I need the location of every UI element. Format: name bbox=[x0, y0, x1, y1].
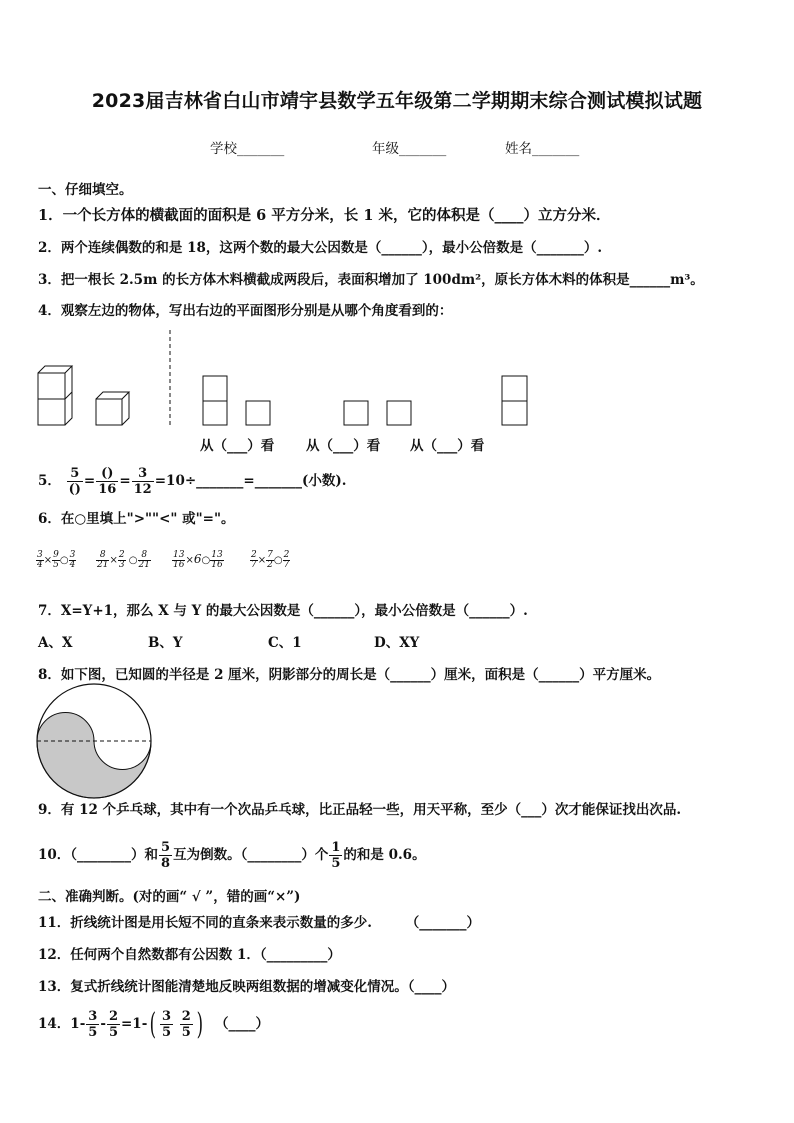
fraction-denominator: () bbox=[68, 482, 81, 497]
fraction-denominator: 8 bbox=[161, 856, 171, 871]
fraction-denominator: 5 bbox=[331, 856, 341, 871]
question-14 bbox=[38, 1004, 269, 1044]
fraction-denominator: 5 bbox=[108, 1025, 118, 1040]
fraction-denominator: 4 bbox=[37, 560, 43, 570]
question-13: 13．复式折线统计图能清楚地反映两组数据的增减变化情况。（____） bbox=[38, 979, 456, 995]
section-heading-2: 二、准确判断。(对的画“ √ ”，错的画“×”) bbox=[38, 889, 301, 905]
question-4: 4．观察左边的物体，写出右边的平面图形分别是从哪个角度看到的： bbox=[38, 303, 453, 319]
fraction-denominator: 3 bbox=[118, 560, 125, 570]
times-sign: × bbox=[257, 555, 267, 566]
name-field[interactable]: 姓名_______ bbox=[505, 141, 580, 157]
q10-before: 10．（________）和 bbox=[38, 847, 159, 863]
fraction-numerator: 8 bbox=[96, 551, 109, 561]
times-sign: × bbox=[43, 555, 53, 566]
fraction-numerator: 2 bbox=[181, 1009, 191, 1024]
compare-circle[interactable]: ○ bbox=[59, 555, 69, 566]
q7-option-d[interactable]: D、XY bbox=[374, 635, 420, 651]
fraction-denominator: 12 bbox=[133, 482, 152, 497]
fraction-numerator: 9 bbox=[53, 550, 59, 560]
fraction-denominator: 21 bbox=[97, 560, 109, 570]
left-paren-icon: ( bbox=[149, 1006, 157, 1042]
q14-fraction-2 bbox=[107, 1009, 120, 1040]
question-3: 3．把一根长 2.5m 的长方体木料横截成两段后，表面积增加了 100dm²，原长方体木料的体积是______m³。 bbox=[38, 272, 704, 288]
view-label-1: 从（___）看 bbox=[200, 438, 275, 454]
fraction-numerator: 7 bbox=[267, 550, 273, 560]
whole-number: 6 bbox=[193, 552, 202, 566]
page-title: 2023届吉林省白山市靖宇县数学五年级第二学期期末综合测试模拟试题 bbox=[91, 90, 703, 112]
fraction-numerator: 1 bbox=[331, 840, 341, 855]
section-heading-1: 一、仔细填空。 bbox=[38, 182, 133, 198]
fraction-numerator: 2 bbox=[251, 550, 257, 560]
fraction-numerator: 8 bbox=[138, 551, 151, 561]
q5-tail: =10÷_______=_______(小数). bbox=[154, 473, 347, 489]
question-1: 1．一个长方体的横截面的面积是 6 平方分米，长 1 米，它的体积是（____）立方分米． bbox=[38, 207, 611, 224]
fraction-numerator: 5 bbox=[67, 466, 83, 482]
question-10 bbox=[38, 835, 426, 875]
q14-fraction-3 bbox=[160, 1009, 173, 1040]
times-sign: × bbox=[109, 555, 118, 566]
q14-answer[interactable]: （____） bbox=[214, 1016, 269, 1032]
fraction-numerator: 3 bbox=[132, 466, 154, 482]
fraction-numerator: 5 bbox=[161, 840, 171, 855]
times-sign: × bbox=[185, 555, 194, 566]
fraction-numerator: 3 bbox=[69, 550, 76, 560]
right-paren-icon: ) bbox=[196, 1006, 203, 1042]
q14-number: 14． bbox=[38, 1016, 71, 1032]
q10-fraction-1-5 bbox=[329, 840, 342, 871]
fraction-denominator: 21 bbox=[138, 560, 150, 570]
fraction-numerator: 3 bbox=[88, 1009, 98, 1024]
fraction-denominator: 16 bbox=[173, 560, 185, 570]
fraction-denominator: 7 bbox=[283, 560, 290, 570]
q7-option-c[interactable]: C、1 bbox=[268, 635, 302, 651]
question-6: 6．在○里填上">""<" 或"="。 bbox=[38, 511, 235, 527]
fraction-denominator: 5 bbox=[162, 1025, 172, 1040]
fraction-numerator: 13 bbox=[173, 550, 185, 560]
grade-field[interactable]: 年级_______ bbox=[372, 141, 447, 157]
fraction-numerator: 2 bbox=[118, 550, 125, 560]
school-field[interactable]: 学校_______ bbox=[210, 141, 285, 157]
view-label-3: 从（___）看 bbox=[410, 438, 485, 454]
fraction-numerator: () bbox=[96, 466, 118, 482]
minus-sign: - bbox=[100, 1016, 106, 1032]
fraction-denominator: 5 bbox=[88, 1025, 98, 1040]
question-9: 9．有 12 个乒乓球，其中有一个次品乒乓球，比正品轻一些，用天平称，至少（___）次才能保证找出次品. bbox=[38, 802, 682, 818]
fraction-denominator: 16 bbox=[211, 560, 223, 570]
fraction-numerator: 3 bbox=[37, 550, 43, 560]
fraction-denominator: 7 bbox=[251, 560, 257, 570]
compare-circle[interactable]: ○ bbox=[273, 555, 283, 566]
fraction-denominator: 5 bbox=[181, 1025, 191, 1040]
q14-lhs: 1- bbox=[70, 1016, 86, 1032]
q7-option-b[interactable]: B、Y bbox=[148, 635, 183, 651]
view-label-2: 从（___）看 bbox=[306, 438, 381, 454]
question-12: 12．任何两个自然数都有公因数 1．（_________） bbox=[38, 947, 341, 963]
fraction-denominator: 2 bbox=[267, 560, 273, 570]
q7-option-a[interactable]: A、X bbox=[38, 635, 73, 651]
fraction-numerator: 2 bbox=[108, 1009, 118, 1024]
fraction-numerator: 2 bbox=[283, 550, 290, 560]
q10-fraction-5-8 bbox=[159, 840, 172, 871]
q10-middle: 互为倒数。（________）个 bbox=[173, 847, 329, 863]
question-11: 11．折线统计图是用长短不同的直条来表示数量的多少. （_______） bbox=[38, 915, 480, 931]
compare-circle[interactable]: ○ bbox=[128, 555, 138, 566]
q10-after: 的和是 0.6。 bbox=[343, 847, 426, 863]
q14-equals: =1- bbox=[121, 1016, 148, 1032]
q5-number: 5． bbox=[38, 473, 61, 489]
fraction-numerator: 3 bbox=[162, 1009, 172, 1024]
question-8: 8．如下图，已知圆的半径是 2 厘米，阴影部分的周长是（______）厘米，面积是（______）平方厘米。 bbox=[38, 667, 661, 683]
question-5: 5． $\frac{5}{()}$ = $\frac{()}{16}$ = $\frac{3}{12}$ =10÷_______=_______(小数). bbox=[38, 466, 347, 497]
q14-fraction-1 bbox=[86, 1009, 99, 1040]
compare-circle[interactable]: ○ bbox=[201, 555, 211, 566]
fraction-denominator: 16 bbox=[98, 482, 117, 497]
fraction-denominator: 5 bbox=[53, 560, 59, 570]
fraction-denominator: 4 bbox=[69, 560, 76, 570]
fraction-numerator: 13 bbox=[211, 550, 223, 560]
question-7: 7．X=Y+1，那么 X 与 Y 的最大公因数是（______），最小公倍数是（______）. bbox=[38, 603, 528, 619]
q14-fraction-4 bbox=[180, 1009, 193, 1040]
question-2: 2．两个连续偶数的和是 18，这两个数的最大公因数是（______），最小公倍数是（_______）. bbox=[38, 240, 603, 256]
